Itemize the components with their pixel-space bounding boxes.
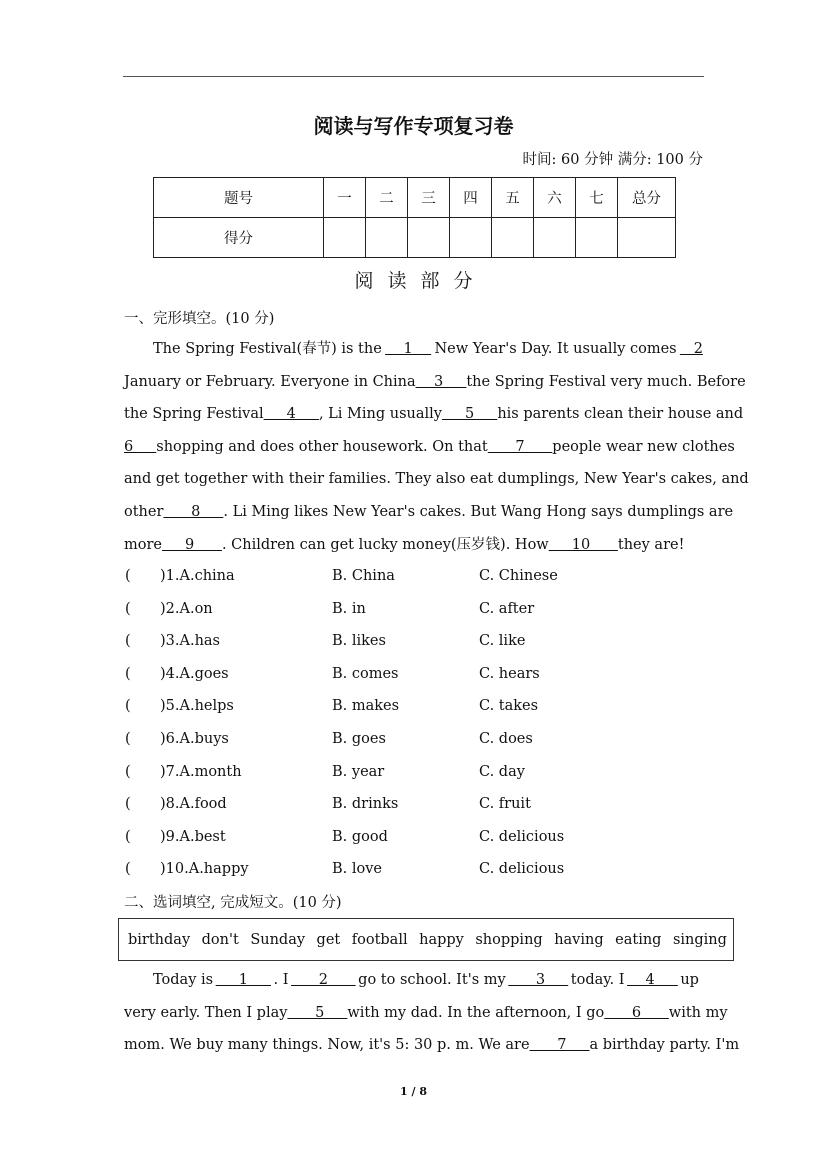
passage-text: shopping and does other housework. On that [156, 438, 488, 455]
option-c: C. does [479, 730, 533, 747]
option-c: C. hears [479, 665, 540, 682]
score-table-header-row [154, 178, 676, 218]
passage-text: very early. Then I play [124, 1004, 288, 1021]
answer-bracket: ( [125, 665, 131, 682]
answer-blank: 2 [679, 341, 703, 357]
part2-passage [124, 964, 740, 1062]
passage-line [124, 1029, 740, 1062]
answer-blank: 6 [124, 438, 157, 455]
page-number: 1 / 8 [400, 1085, 427, 1098]
score-row-label: 得分 [154, 218, 324, 258]
passage-text: January or February. Everyone in China [124, 373, 416, 390]
passage-line [124, 997, 728, 1030]
answer-blank: 8 [163, 503, 224, 520]
option-b: B. good [332, 828, 388, 845]
option-a: )9.A.best [160, 828, 226, 845]
word-bank-item: shopping [475, 931, 543, 948]
option-c: C. Chinese [479, 568, 558, 584]
answer-bracket: ( [125, 698, 131, 715]
time-score-info: 时间: 60 分钟 满分: 100 分 [522, 152, 703, 168]
word-bank [118, 918, 734, 961]
passage-line [124, 463, 749, 496]
score-table-cell: 一 [324, 178, 366, 218]
section-heading: 阅读部分 [354, 270, 487, 292]
exam-title: 阅读与写作专项复习卷 [313, 114, 514, 138]
option-b: B. year [332, 763, 385, 780]
part2-heading: 二、选词填空, 完成短文。(10 分) [124, 895, 342, 911]
score-table-cell: 三 [408, 178, 450, 218]
answer-blank: 5 [441, 406, 498, 423]
option-b: B. likes [332, 633, 386, 650]
word-bank-item: happy [419, 931, 464, 948]
score-cell [492, 218, 534, 258]
score-table-cell: 六 [534, 178, 576, 218]
score-table-cell: 七 [576, 178, 618, 218]
passage-text: the Spring Festival very much. Before [466, 373, 746, 390]
answer-bracket: ( [125, 861, 131, 878]
option-c: C. fruit [479, 796, 531, 813]
header-rule [123, 76, 704, 77]
option-b: B. drinks [332, 796, 399, 813]
answer-blank: 4 [263, 406, 319, 423]
option-b: B. China [332, 568, 395, 584]
part1-heading: 一、完形填空。(10 分) [124, 311, 275, 327]
option-a: )2.A.on [160, 600, 213, 617]
passage-text: up [680, 972, 699, 988]
score-table [153, 177, 676, 258]
passage-text: the Spring Festival [124, 406, 264, 423]
passage-text: a birthday party. I'm [589, 1037, 740, 1054]
answer-blank: 1 [385, 341, 432, 357]
passage-text: Today is [124, 972, 214, 988]
word-bank-item: having [554, 931, 604, 948]
answer-blank: 4 [627, 972, 678, 988]
passage-text: mom. We buy many things. Now, it's 5: 30 p. m. We are [124, 1037, 530, 1054]
option-c: C. after [479, 600, 535, 617]
passage-text: his parents clean their house and [497, 406, 744, 423]
passage-text: and get together with their families. They also eat dumplings, New Year's cakes, and [124, 471, 749, 488]
answer-blank: 3 [508, 972, 569, 988]
passage-line [124, 431, 735, 464]
word-bank-item: eating [615, 931, 662, 948]
score-cell [534, 218, 576, 258]
answer-bracket: ( [125, 730, 131, 747]
option-c: C. takes [479, 698, 539, 715]
passage-text: , Li Ming usually [318, 406, 442, 423]
passage-text: New Year's Day. It usually comes [434, 341, 677, 357]
score-cell [324, 218, 366, 258]
score-table-cell: 五 [492, 178, 534, 218]
passage-text: today. I [570, 972, 625, 988]
passage-line [124, 496, 734, 529]
answer-blank: 1 [215, 972, 271, 988]
option-c: C. delicious [479, 828, 565, 845]
passage-text: with my [668, 1004, 728, 1021]
score-table-cell: 题号 [154, 178, 324, 218]
answer-blank: 7 [529, 1037, 590, 1054]
answer-bracket: ( [125, 600, 131, 617]
option-a: )6.A.buys [160, 730, 229, 747]
option-a: )3.A.has [160, 633, 220, 650]
part1-passage [124, 333, 749, 561]
passage-line [124, 366, 746, 399]
word-bank-item: birthday [128, 931, 191, 948]
answer-blank: 5 [287, 1004, 348, 1021]
passage-text: . I [273, 972, 289, 988]
answer-blank: 3 [415, 373, 467, 390]
answer-blank: 7 [487, 438, 553, 455]
option-b: B. makes [332, 698, 400, 715]
passage-line [124, 333, 703, 366]
option-a: )7.A.month [160, 763, 242, 780]
passage-text: more [124, 536, 162, 553]
option-c: C. delicious [479, 861, 565, 878]
passage-text: . Li Ming likes New Year's cakes. But Wang Hong says dumplings are [223, 503, 734, 520]
word-bank-item: Sunday [250, 931, 306, 948]
passage-text: . Children can get lucky money(压岁钱). How [221, 536, 549, 553]
option-c: C. day [479, 763, 525, 780]
answer-blank: 10 [548, 536, 618, 553]
word-bank-item: singing [672, 931, 727, 948]
passage-line [124, 398, 744, 431]
passage-text: The Spring Festival(春节) is the [124, 341, 382, 357]
score-cell [618, 218, 676, 258]
option-a: )5.A.helps [160, 698, 234, 715]
answer-bracket: ( [125, 568, 131, 584]
passage-text: they are! [617, 536, 685, 553]
answer-blank: 6 [604, 1004, 669, 1021]
passage-text: with my dad. In the afternoon, I go [347, 1004, 605, 1021]
option-a: )10.A.happy [160, 861, 249, 878]
word-bank-item: football [351, 931, 408, 948]
score-table-cell: 总分 [618, 178, 676, 218]
score-table-cell: 四 [450, 178, 492, 218]
answer-bracket: ( [125, 796, 131, 813]
answer-bracket: ( [125, 633, 131, 650]
option-a: )8.A.food [160, 796, 227, 813]
answer-bracket: ( [125, 763, 131, 780]
word-bank-item: don't [201, 931, 239, 948]
score-cell [450, 218, 492, 258]
score-cell [576, 218, 618, 258]
score-cell [408, 218, 450, 258]
option-c: C. like [479, 633, 526, 650]
passage-line [124, 529, 703, 562]
passage-text: people wear new clothes [552, 438, 735, 455]
option-b: B. in [332, 600, 366, 617]
score-table-score-row [154, 218, 676, 258]
option-b: B. comes [332, 665, 399, 682]
answer-bracket: ( [125, 828, 131, 845]
score-cell [366, 218, 408, 258]
word-bank-item: get [316, 931, 341, 948]
passage-line [124, 964, 699, 997]
passage-text: go to school. It's my [358, 972, 506, 988]
option-b: B. goes [332, 730, 386, 747]
option-a: )1.A.china [160, 568, 235, 584]
score-table-cell: 二 [366, 178, 408, 218]
option-a: )4.A.goes [160, 665, 229, 682]
option-b: B. love [332, 861, 383, 878]
answer-blank: 9 [162, 536, 222, 553]
passage-text: other [124, 503, 164, 520]
answer-blank: 2 [291, 972, 356, 988]
